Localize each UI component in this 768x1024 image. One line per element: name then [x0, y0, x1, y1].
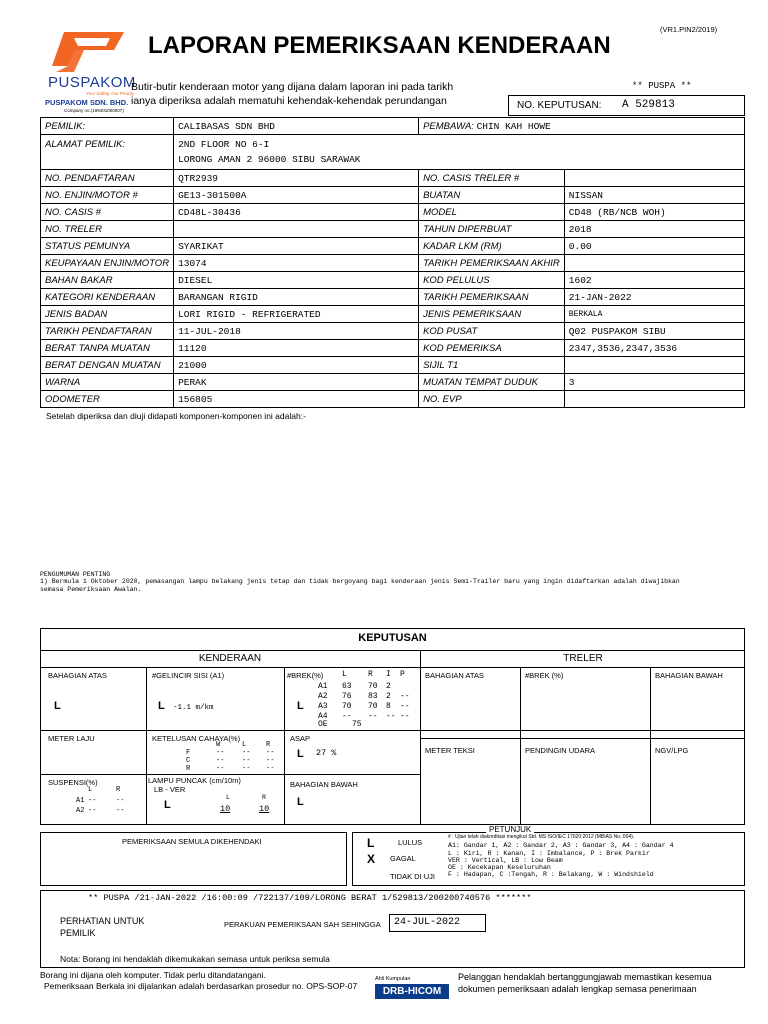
carrier-value: CHIN KAH HOWE	[476, 120, 551, 132]
info-row	[41, 187, 745, 204]
divider	[650, 667, 651, 825]
meter-laju-label: METER LAJU	[48, 734, 95, 743]
grid-col-header: L	[342, 670, 347, 679]
tidak-diuji-label: TIDAK DI UJI	[390, 872, 436, 881]
intro-text: Butir-butir kenderaan motor yang dijana dalam laporan ini pada tarikh ianya diperiksa adalah mematuhi kehendak-kehendak perundangan	[131, 81, 454, 107]
grid-cell: 2	[386, 692, 391, 701]
info-label: KOD PELULUS	[419, 272, 565, 289]
info-value: NISSAN	[564, 187, 744, 204]
info-row	[41, 374, 745, 391]
divider	[420, 730, 745, 731]
info-label: TARIKH PEMERIKSAAN	[419, 289, 565, 306]
kenderaan-heading: KENDERAAN	[198, 653, 262, 664]
legend-line: VER : Vertical, LB : Low Beam	[448, 857, 563, 864]
info-value	[564, 391, 744, 408]
info-value: 3	[564, 374, 744, 391]
info-label: NO. TRELER	[41, 221, 174, 238]
grid-cell: --	[342, 712, 352, 721]
treler-ngv-label: NGV/LPG	[655, 746, 689, 755]
page-title: LAPORAN PEMERIKSAAN KENDERAAN	[148, 32, 611, 59]
address-line-2: LORONG AMAN 2 96000 SIBU SARAWAK	[178, 154, 361, 165]
ahli-label: Ahli Kumpulan	[375, 976, 411, 982]
info-label: BAHAN BAKAR	[41, 272, 174, 289]
grid-cell: 83	[368, 692, 378, 701]
info-label: JENIS PEMERIKSAAN	[419, 306, 565, 323]
divider	[40, 730, 420, 731]
info-row	[41, 170, 745, 187]
info-label: STATUS PEMUNYA	[41, 238, 174, 255]
grid-cell: --	[116, 807, 125, 815]
info-value	[564, 357, 744, 374]
suspensi-grid	[72, 786, 144, 818]
petunjuk-label: PETUNJUK	[486, 825, 534, 834]
lampu-label: LAMPU PUNCAK (cm/10m)	[148, 776, 241, 785]
grid-cell: --	[400, 712, 410, 721]
info-label: KATEGORI KENDERAAN	[41, 289, 174, 306]
gagal-mark: X	[367, 852, 376, 866]
grid-row-label: F	[186, 749, 191, 757]
info-label: ODOMETER	[41, 391, 174, 408]
gelincir-result: L	[158, 700, 165, 712]
grid-cell: --	[386, 712, 396, 721]
info-value: DIESEL	[174, 272, 419, 289]
info-row	[41, 323, 745, 340]
brek-result: L	[297, 700, 304, 712]
info-value: 1602	[564, 272, 744, 289]
info-value	[564, 255, 744, 272]
grid-cell: --	[266, 757, 275, 765]
info-value: QTR2939	[174, 170, 419, 187]
grid-cell: --	[400, 702, 410, 711]
info-label: NO. ENJIN/MOTOR #	[41, 187, 174, 204]
info-label: BUATAN	[419, 187, 565, 204]
note-text: Nota: Borang ini hendaklah dikemukakan semasa untuk periksa semula	[60, 954, 330, 964]
info-label: TARIKH PEMERIKSAAN AKHIR	[419, 255, 565, 272]
info-value: 21000	[174, 357, 419, 374]
info-label: KEUPAYAAN ENJIN/MOTOR	[41, 255, 174, 272]
info-label: NO. CASIS #	[41, 204, 174, 221]
grid-col-header: P	[400, 670, 405, 679]
brand-name: PUSPAKOM	[48, 74, 136, 91]
info-row	[41, 221, 745, 238]
semula-label: PEMERIKSAAN SEMULA DIKEHENDAKI	[122, 837, 262, 846]
grid-col-header: R	[116, 786, 121, 794]
legend-line: F : Hadapan, C :Tengah, R : Belakang, W : Windshield	[448, 871, 654, 878]
after-check-text: Setelah diperiksa dan diuji didapati komponen-komponen ini adalah:-	[46, 411, 306, 421]
divider	[40, 774, 420, 775]
treler-bahagian-atas-label: BAHAGIAN ATAS	[425, 671, 484, 680]
info-value: BARANGAN RIGID	[174, 289, 419, 306]
info-value: LORI RIGID - REFRIGERATED	[174, 306, 419, 323]
info-value: PERAK	[174, 374, 419, 391]
puspakom-logo	[44, 28, 126, 76]
info-value: 21-JAN-2022	[564, 289, 744, 306]
footer-left-2: Pemeriksaan Berkala ini dijalankan adalah berdasarkan prosedur no. OPS-SOP-07	[44, 981, 358, 991]
divider	[40, 650, 745, 651]
info-value: BERKALA	[564, 306, 744, 323]
lampu-col-r: R	[262, 794, 266, 801]
lampu-l-value: 10	[220, 804, 231, 814]
brek-grid	[318, 670, 418, 728]
attention-label-2: PEMILIK	[60, 928, 96, 938]
bahagian-bawah-result: L	[297, 796, 304, 808]
grid-cell: --	[242, 749, 251, 757]
info-value: 156805	[174, 391, 419, 408]
address-value	[174, 135, 745, 170]
grid-row-label: A1	[318, 682, 328, 691]
gelincir-reading: -1.1 m/km	[173, 704, 214, 712]
info-row	[41, 391, 745, 408]
grid-cell: 2	[386, 682, 391, 691]
grid-col-header: W	[216, 741, 221, 749]
footer-left-1: Borang ini dijana oleh komputer. Tidak perlu ditandatangani.	[40, 970, 266, 980]
info-label: JENIS BADAN	[41, 306, 174, 323]
info-value	[564, 170, 744, 187]
info-row	[41, 204, 745, 221]
address-label: ALAMAT PEMILIK:	[41, 135, 174, 170]
oe-label: OE	[318, 720, 328, 729]
info-value: 11120	[174, 340, 419, 357]
grid-cell: --	[266, 749, 275, 757]
grid-row-label: R	[186, 765, 191, 773]
lampu-sub-label: LB - VER	[154, 785, 186, 794]
info-value: CD48 (RB/NCB WOH)	[564, 204, 744, 221]
asap-label: ASAP	[290, 734, 311, 743]
info-row	[41, 238, 745, 255]
grid-cell: --	[266, 765, 275, 773]
grid-cell: 63	[342, 682, 352, 691]
grid-col-header: L	[88, 786, 93, 794]
info-value: 0.00	[564, 238, 744, 255]
drb-hicom-logo: DRB-HICOM	[375, 984, 449, 999]
info-row	[41, 255, 745, 272]
divider	[420, 738, 745, 739]
address-line-1: 2ND FLOOR NO 6-I	[178, 139, 270, 150]
lampu-col-l: L	[226, 794, 230, 801]
decision-no-label: NO. KEPUTUSAN:	[517, 100, 602, 111]
legend-line: OE : Kecekapan Keseluruhan	[448, 864, 551, 871]
version-code: (VR1.PIN2/2019)	[660, 25, 718, 34]
company-name: PUSPAKOM SDN. BHD.	[45, 98, 129, 107]
grid-cell: 8	[386, 702, 391, 711]
footer-right-2: dokumen pemeriksaan adalah lengkap semasa penerimaan	[458, 984, 697, 994]
info-row	[41, 340, 745, 357]
grid-col-header: I	[386, 670, 391, 679]
lampu-r-value: 10	[259, 804, 270, 814]
notice-line-1: 1) Bermula 1 Oktober 2020, pemasangan lampu belakang jenis tetap dan tidak bergoyang bagi kenderaan jenis Semi-Trailer baru yang ingin didaftarkan adalah diwajibkan	[40, 578, 680, 585]
carrier-label: PEMBAWA:	[423, 120, 474, 132]
footer-right-1: Pelanggan hendaklah bertanggungjawab memastikan kesemua	[458, 972, 712, 982]
info-label: KADAR LKM (RM)	[419, 238, 565, 255]
bahagian-atas-label: BAHAGIAN ATAS	[48, 671, 107, 680]
info-value: 13074	[174, 255, 419, 272]
puspa-mark: ** PUSPA **	[632, 81, 692, 91]
grid-row-label: C	[186, 757, 191, 765]
info-value: 2018	[564, 221, 744, 238]
lampu-result: L	[164, 799, 171, 811]
info-label: MUATAN TEMPAT DUDUK	[419, 374, 565, 391]
info-label: BERAT TANPA MUATAN	[41, 340, 174, 357]
grid-col-header: R	[266, 741, 271, 749]
oe-value: 75	[352, 720, 362, 729]
info-label: SIJIL T1	[419, 357, 565, 374]
treler-heading: TRELER	[563, 653, 603, 664]
asap-reading: 27 %	[316, 748, 337, 758]
stamp-line: ** PUSPA /21-JAN-2022 /16:00:09 /722137/109/LORONG BERAT 1/529813/200200740576 *******	[88, 893, 532, 903]
info-label: TAHUN DIPERBUAT	[419, 221, 565, 238]
info-row	[41, 272, 745, 289]
treler-brek-label: #BREK (%)	[525, 671, 564, 680]
info-label: KOD PUSAT	[419, 323, 565, 340]
valid-until-date: 24-JUL-2022	[389, 914, 486, 932]
grid-row-label: A3	[318, 702, 328, 711]
ketelusan-label: KETELUSAN CAHAYA(%)	[152, 734, 241, 743]
grid-cell: 70	[342, 702, 352, 711]
info-row	[41, 306, 745, 323]
gagal-label: GAGAL	[390, 854, 416, 863]
company-no: Company no.(199401000007)	[64, 108, 124, 113]
grid-row-label: A1	[76, 797, 85, 805]
grid-cell: --	[116, 797, 125, 805]
vehicle-info-table	[40, 117, 745, 408]
grid-cell: --	[216, 757, 225, 765]
decision-no-box	[508, 95, 745, 116]
treler-meter-teksi-label: METER TEKSI	[425, 746, 475, 755]
grid-row-label: A2	[318, 692, 328, 701]
info-label: NO. PENDAFTARAN	[41, 170, 174, 187]
grid-cell: --	[368, 712, 378, 721]
legend-note: # : Ujian telah diakreditasi mengikut Std. MS ISO/IEC 17020:2012 (MBIAS No.:004).	[448, 834, 635, 840]
grid-cell: --	[88, 807, 97, 815]
legend-line: A1: Gandar 1, A2 : Gandar 2, A3 : Gandar 3, A4 : Gandar 4	[448, 842, 674, 849]
info-value: CD48L-30436	[174, 204, 419, 221]
grid-cell: --	[88, 797, 97, 805]
divider	[146, 667, 147, 825]
legend-line: L : Kiri, R : Kanan, I : Imbalance, P : Brek Parkir	[448, 850, 650, 857]
grid-row-label: A2	[76, 807, 85, 815]
keputusan-title: KEPUTUSAN	[358, 632, 427, 644]
owner-value: CALIBASAS SDN BHD	[174, 118, 419, 135]
lulus-label: LULUS	[398, 838, 423, 847]
divider	[520, 667, 521, 825]
notice-heading: PENGUMUMAN PENTING	[40, 571, 111, 578]
grid-cell: --	[400, 692, 410, 701]
lulus-mark: L	[367, 836, 375, 850]
info-row	[41, 289, 745, 306]
info-value: SYARIKAT	[174, 238, 419, 255]
info-label: MODEL	[419, 204, 565, 221]
brek-label: #BREK(%)	[287, 671, 324, 680]
info-label: KOD PEMERIKSA	[419, 340, 565, 357]
info-label: NO. CASIS TRELER #	[419, 170, 565, 187]
suspensi-label: SUSPENSI(%)	[48, 778, 98, 787]
attention-label-1: PERHATIAN UNTUK	[60, 916, 145, 926]
carrier-cell	[419, 118, 745, 135]
grid-cell: 70	[368, 702, 378, 711]
info-value: 2347,3536,2347,3536	[564, 340, 744, 357]
grid-cell: --	[216, 765, 225, 773]
grid-col-header: R	[368, 670, 373, 679]
info-label: WARNA	[41, 374, 174, 391]
treler-pendingin-label: PENDINGIN UDARA	[525, 746, 596, 755]
info-label: TARIKH PENDAFTARAN	[41, 323, 174, 340]
ketelusan-grid	[186, 741, 282, 773]
grid-col-header: L	[242, 741, 247, 749]
gelincir-label: #GELINCIR SISI (A1)	[152, 671, 225, 680]
brand-tagline: Your Safety, Our Priority	[86, 91, 135, 96]
owner-label: PEMILIK:	[41, 118, 174, 135]
grid-cell: --	[242, 765, 251, 773]
valid-until-label: PERAKUAN PEMERIKSAAN SAH SEHINGGA	[224, 920, 381, 929]
notice-line-2: semasa Pemeriksaan Awalan.	[40, 586, 142, 593]
asap-result: L	[297, 748, 304, 760]
decision-no: A 529813	[622, 99, 675, 111]
grid-cell: --	[242, 757, 251, 765]
bahagian-bawah-label: BAHAGIAN BAWAH	[290, 780, 358, 789]
info-label: BERAT DENGAN MUATAN	[41, 357, 174, 374]
grid-cell: 76	[342, 692, 352, 701]
info-value: Q02 PUSPAKOM SIBU	[564, 323, 744, 340]
info-value: 11-JUL-2018	[174, 323, 419, 340]
info-value	[174, 221, 419, 238]
info-row	[41, 357, 745, 374]
divider	[284, 667, 285, 825]
grid-cell: 70	[368, 682, 378, 691]
puspakom-logo-icon	[44, 28, 126, 76]
info-label: NO. EVP	[419, 391, 565, 408]
grid-row-label: A4	[318, 712, 328, 721]
grid-cell: --	[216, 749, 225, 757]
bahagian-atas-result: L	[54, 700, 61, 712]
info-value: GE13-301500A	[174, 187, 419, 204]
treler-bahagian-bawah-label: BAHAGIAN BAWAH	[655, 671, 723, 680]
petunjuk-rule	[430, 832, 740, 833]
